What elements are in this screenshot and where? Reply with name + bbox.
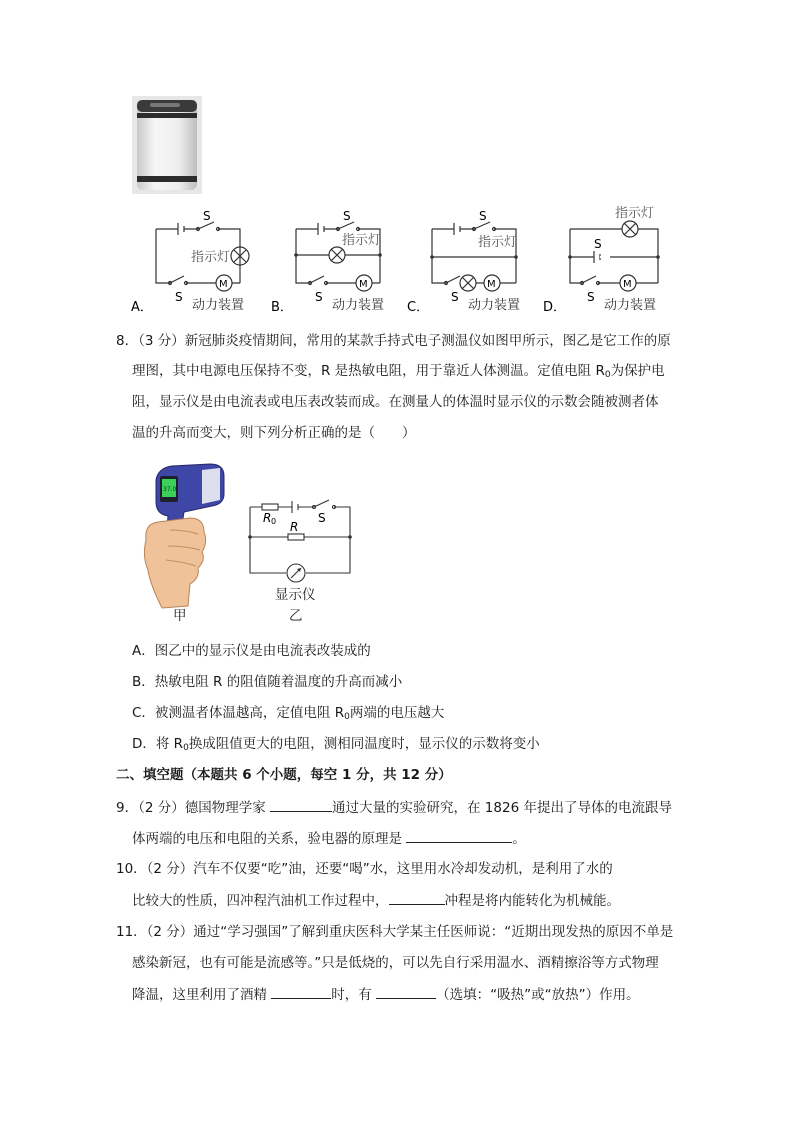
answer-blank[interactable] bbox=[376, 984, 436, 999]
q9-l1-b: 通过大量的实验研究，在 1826 年提出了导体的电流跟导 bbox=[332, 800, 672, 816]
q9-line2 bbox=[132, 828, 526, 849]
circuit-c-diagram bbox=[404, 205, 544, 315]
q10-l2-b: 冲程是将内能转化为机械能。 bbox=[444, 893, 620, 909]
subscript: 0 bbox=[183, 743, 189, 753]
q9-l2-b: 。 bbox=[512, 831, 526, 847]
q8-option-d-pre: D．将 R bbox=[132, 736, 184, 752]
trash-can-photo bbox=[132, 96, 202, 194]
switch-label: S bbox=[343, 209, 351, 223]
q11-line2: 感染新冠，也有可能是流感等。”只是低烧的，可以先自行采用温水、酒精擦浴等方式物理 bbox=[132, 955, 659, 971]
indicator-lamp-label: 指示灯 bbox=[191, 250, 231, 265]
option-a-circuit bbox=[128, 205, 268, 315]
answer-blank[interactable] bbox=[389, 890, 445, 905]
r0-subscript: 0 bbox=[271, 517, 277, 526]
subscript: 0 bbox=[344, 712, 350, 722]
circuit-a-diagram bbox=[128, 205, 268, 315]
option-d-circuit bbox=[540, 205, 680, 315]
q10-line2 bbox=[132, 890, 620, 911]
meter-label: 显示仪 bbox=[275, 587, 316, 603]
motor-label: M bbox=[623, 279, 632, 290]
thermometer-reading: 37.0 bbox=[163, 486, 177, 493]
indicator-lamp-label: 指示灯 bbox=[478, 235, 518, 250]
switch-label-2: S bbox=[587, 290, 595, 304]
subscript: 0 bbox=[604, 370, 611, 380]
power-device-label: 动力装置 bbox=[332, 298, 385, 313]
answer-blank[interactable] bbox=[271, 984, 331, 999]
r0-label: R bbox=[263, 511, 272, 525]
switch-label-2: S bbox=[175, 290, 183, 304]
q8-line2-text: 理图，其中电源电压保持不变，R 是热敏电阻，用于靠近人体测温。定值电阻 R bbox=[132, 363, 605, 379]
power-device-label: 动力装置 bbox=[604, 298, 657, 313]
q9-l2-a: 体两端的电压和电阻的关系，验电器的原理是 bbox=[132, 831, 407, 847]
option-letter: A． bbox=[131, 300, 153, 315]
motor-label: M bbox=[359, 279, 368, 290]
option-letter: D． bbox=[543, 300, 567, 315]
q9-l1-a: 9．（2 分）德国物理学家 bbox=[116, 800, 271, 816]
q8-option-c-pre: C．被测温者体温越高，定值电阻 R bbox=[132, 705, 345, 721]
figure-jia-caption: 甲 bbox=[173, 608, 187, 624]
indicator-lamp-label: 指示灯 bbox=[342, 233, 382, 248]
option-letter: C． bbox=[407, 300, 430, 315]
q11-l3-b: 时，有 bbox=[331, 987, 377, 1003]
circuit-d-diagram bbox=[540, 205, 680, 315]
q11-l3-a: 降温，这里利用了酒精 bbox=[132, 987, 272, 1003]
q8-option-b: B．热敏电阻 R 的阻值随着温度的升高而减小 bbox=[132, 674, 403, 690]
circuit-yi-figure bbox=[240, 495, 360, 595]
answer-blank[interactable] bbox=[270, 797, 332, 812]
option-b-circuit bbox=[268, 205, 408, 315]
section-2-heading: 二、填空题（本题共 6 个小题，每空 1 分，共 12 分） bbox=[116, 767, 452, 783]
switch-label-2: S bbox=[315, 290, 323, 304]
power-device-label: 动力装置 bbox=[192, 298, 245, 313]
q8-option-d-post: 换成阻值更大的电阻，测相同温度时，显示仪的示数将变小 bbox=[188, 736, 540, 752]
q9-line1 bbox=[116, 797, 672, 818]
r-label: R bbox=[290, 520, 299, 534]
circuit-b-diagram bbox=[268, 205, 408, 315]
answer-blank[interactable] bbox=[406, 828, 512, 843]
q8-line1: 8．（3 分）新冠肺炎疫情期间，常用的某款手持式电子测温仪如图甲所示，图乙是它工作的原 bbox=[116, 333, 671, 349]
q8-option-a: A．图乙中的显示仪是由电流表改装成的 bbox=[132, 643, 371, 659]
switch-label: S bbox=[203, 209, 211, 223]
switch-label-2: S bbox=[451, 290, 459, 304]
q10-line1: 10．（2 分）汽车不仅要“吃”油，还要“喝”水，这里用水冷却发动机，是利用了水的 bbox=[116, 861, 613, 877]
switch-label: S bbox=[479, 209, 487, 223]
q8-option-c bbox=[132, 703, 444, 727]
option-letter: B． bbox=[271, 300, 293, 315]
q11-l3-c: （选填：“吸热”或“放热”）作用。 bbox=[436, 987, 640, 1003]
power-device-label: 动力装置 bbox=[468, 298, 521, 313]
q8-line3: 阻，显示仪是由电流表或电压表改装而成。在测量人的体温时显示仪的示数会随被测者体 bbox=[132, 394, 659, 410]
q8-option-d bbox=[132, 734, 540, 758]
switch-label: S bbox=[594, 237, 602, 251]
switch-label: S bbox=[318, 511, 326, 525]
indicator-lamp-label: 指示灯 bbox=[615, 206, 655, 221]
option-c-circuit bbox=[404, 205, 544, 315]
q8-line4: 温的升高而变大，则下列分析正确的是（ ） bbox=[132, 425, 416, 441]
figure-yi-caption: 乙 bbox=[289, 608, 303, 624]
motor-label: M bbox=[219, 279, 228, 290]
motor-label: M bbox=[487, 279, 496, 290]
q8-line2 bbox=[132, 361, 665, 385]
thermometer-gun-figure bbox=[140, 460, 236, 610]
q8-line2-end: 为保护电 bbox=[610, 363, 665, 379]
q10-l2-a: 比较大的性质，四冲程汽油机工作过程中， bbox=[132, 893, 389, 909]
q11-line3 bbox=[132, 984, 640, 1005]
q11-line1: 11．（2 分）通过“学习强国”了解到重庆医科大学某主任医师说：“近期出现发热的原因不单是 bbox=[116, 924, 674, 940]
q8-option-c-post: 两端的电压越大 bbox=[349, 705, 445, 721]
